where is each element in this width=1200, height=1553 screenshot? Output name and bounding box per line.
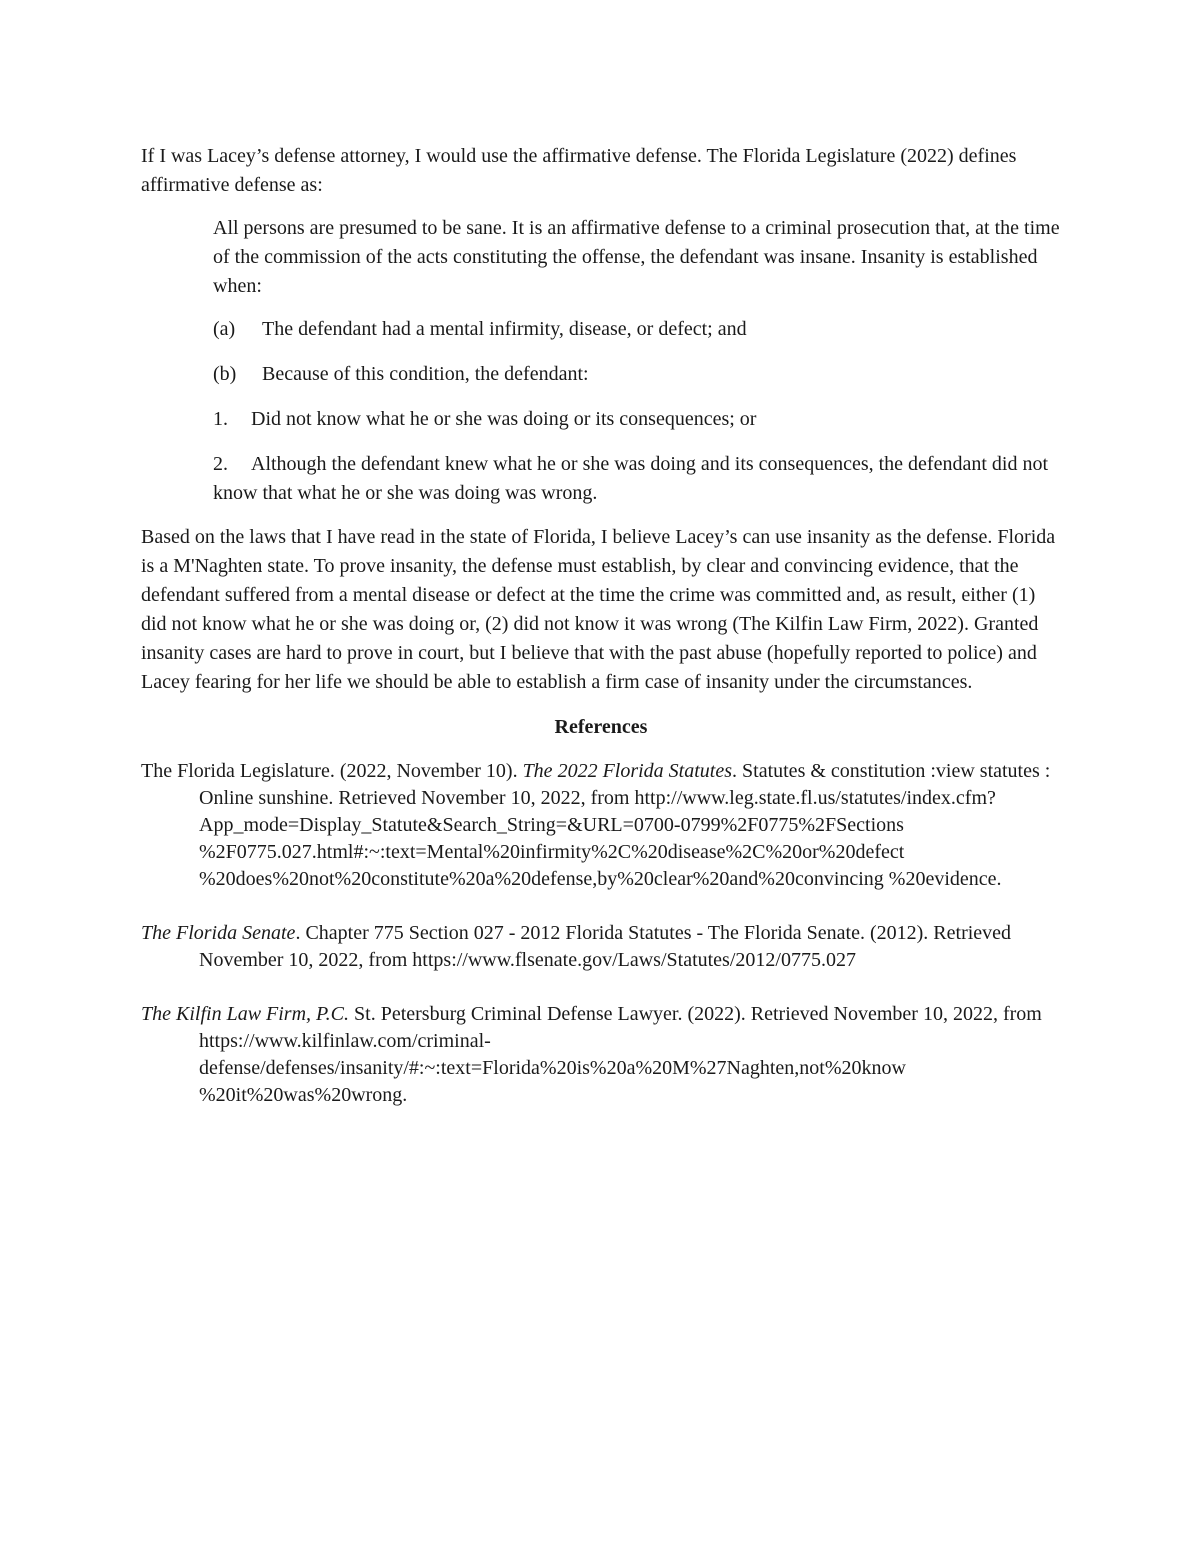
quote-lead: All persons are presumed to be sane. It is an affirmative defense to a criminal prosecution that, at the time of the commission of the acts constituting the offense, the defendant was insane. Insanity is established when: <box>213 217 1060 297</box>
quote-item-text: Because of this condition, the defendant: <box>262 363 589 385</box>
body-paragraph: Based on the laws that I have read in the state of Florida, I believe Lacey’s can use insanity as the defense. Florida is a M'Naghten state. To prove insanity, the defense must establish, by clear and convincing evidence, that the defendant suffered from a mental disease or defect at the time the crime was committed and, as result, either (1) did not know what he or she was doing or, (2) did not know it was wrong (The Kilfin Law Firm, 2022). Granted insanity cases are hard to prove in court, but I believe that with the past abuse (hopefully reported to police) and Lacey fearing for her life we should be able to establish a firm case of insanity under the circumstances. <box>141 526 1056 693</box>
reference-entry-2 <box>141 920 1061 974</box>
quote-item-text: Did not know what he or she was doing or its consequences; or <box>251 408 757 430</box>
quote-item-marker: 1. <box>213 408 228 430</box>
reference-title: The 2022 Florida Statutes <box>522 760 733 782</box>
reference-entry-3 <box>141 1001 1061 1109</box>
references-heading: References <box>554 716 648 738</box>
reference-title: The Florida Senate <box>141 922 296 944</box>
quote-item-b <box>213 360 1061 389</box>
reference-entry-1 <box>141 758 1061 893</box>
quote-item-text: Although the defendant knew what he or she was doing and its consequences, the defendant did not know that what he or she was doing was wrong. <box>213 453 1049 504</box>
reference-body: . Chapter 775 Section 027 - 2012 Florida Statutes - The Florida Senate. (2012). Retrieved November 10, 2022, from https://www.flsenate.gov/Laws/Statutes/2012/0775.027 <box>199 922 1012 971</box>
quote-item-1 <box>213 405 1061 434</box>
quote-item-marker: 2. <box>213 453 228 475</box>
quote-item-marker: (a) <box>213 318 236 340</box>
quote-item-a <box>213 315 1061 344</box>
reference-body: St. Petersburg Criminal Defense Lawyer. (2022). Retrieved November 10, 2022, from https://www.kilfinlaw.com/criminal-defense/defenses/insanity/#:~:text=Florida%20is%20a%20M%27Naghten,not%20know %20it%20was%20wrong. <box>199 1003 1042 1106</box>
reference-body: . Statutes & constitution :view statutes : Online sunshine. Retrieved November 10, 2022, from http://www.leg.state.fl.us/statutes/index.cfm? App_mode=Display_Statute&Search_String=&URL=0700-0799%2F0775%2FSections %2F0775.027.html#:~:text=Mental%20infirmity%2C%20disease%2C%20or%20defect %20does%20not%20constitute%20a%20defense,by%20clear%20and%20convincing %20evidence. <box>199 760 1051 890</box>
reference-title: The Kilfin Law Firm, P.C. <box>141 1003 350 1025</box>
block-quote <box>213 214 1061 508</box>
intro-paragraph: If I was Lacey’s defense attorney, I would use the affirmative defense. The Florida Legislature (2022) defines affirmative defense as: <box>141 145 1017 196</box>
quote-item-text: The defendant had a mental infirmity, disease, or defect; and <box>262 318 747 340</box>
reference-lead: The Florida Legislature. (2022, November 10). <box>141 760 523 782</box>
document-page <box>141 142 1061 1136</box>
quote-item-marker: (b) <box>213 363 237 385</box>
quote-item-2 <box>213 450 1061 508</box>
